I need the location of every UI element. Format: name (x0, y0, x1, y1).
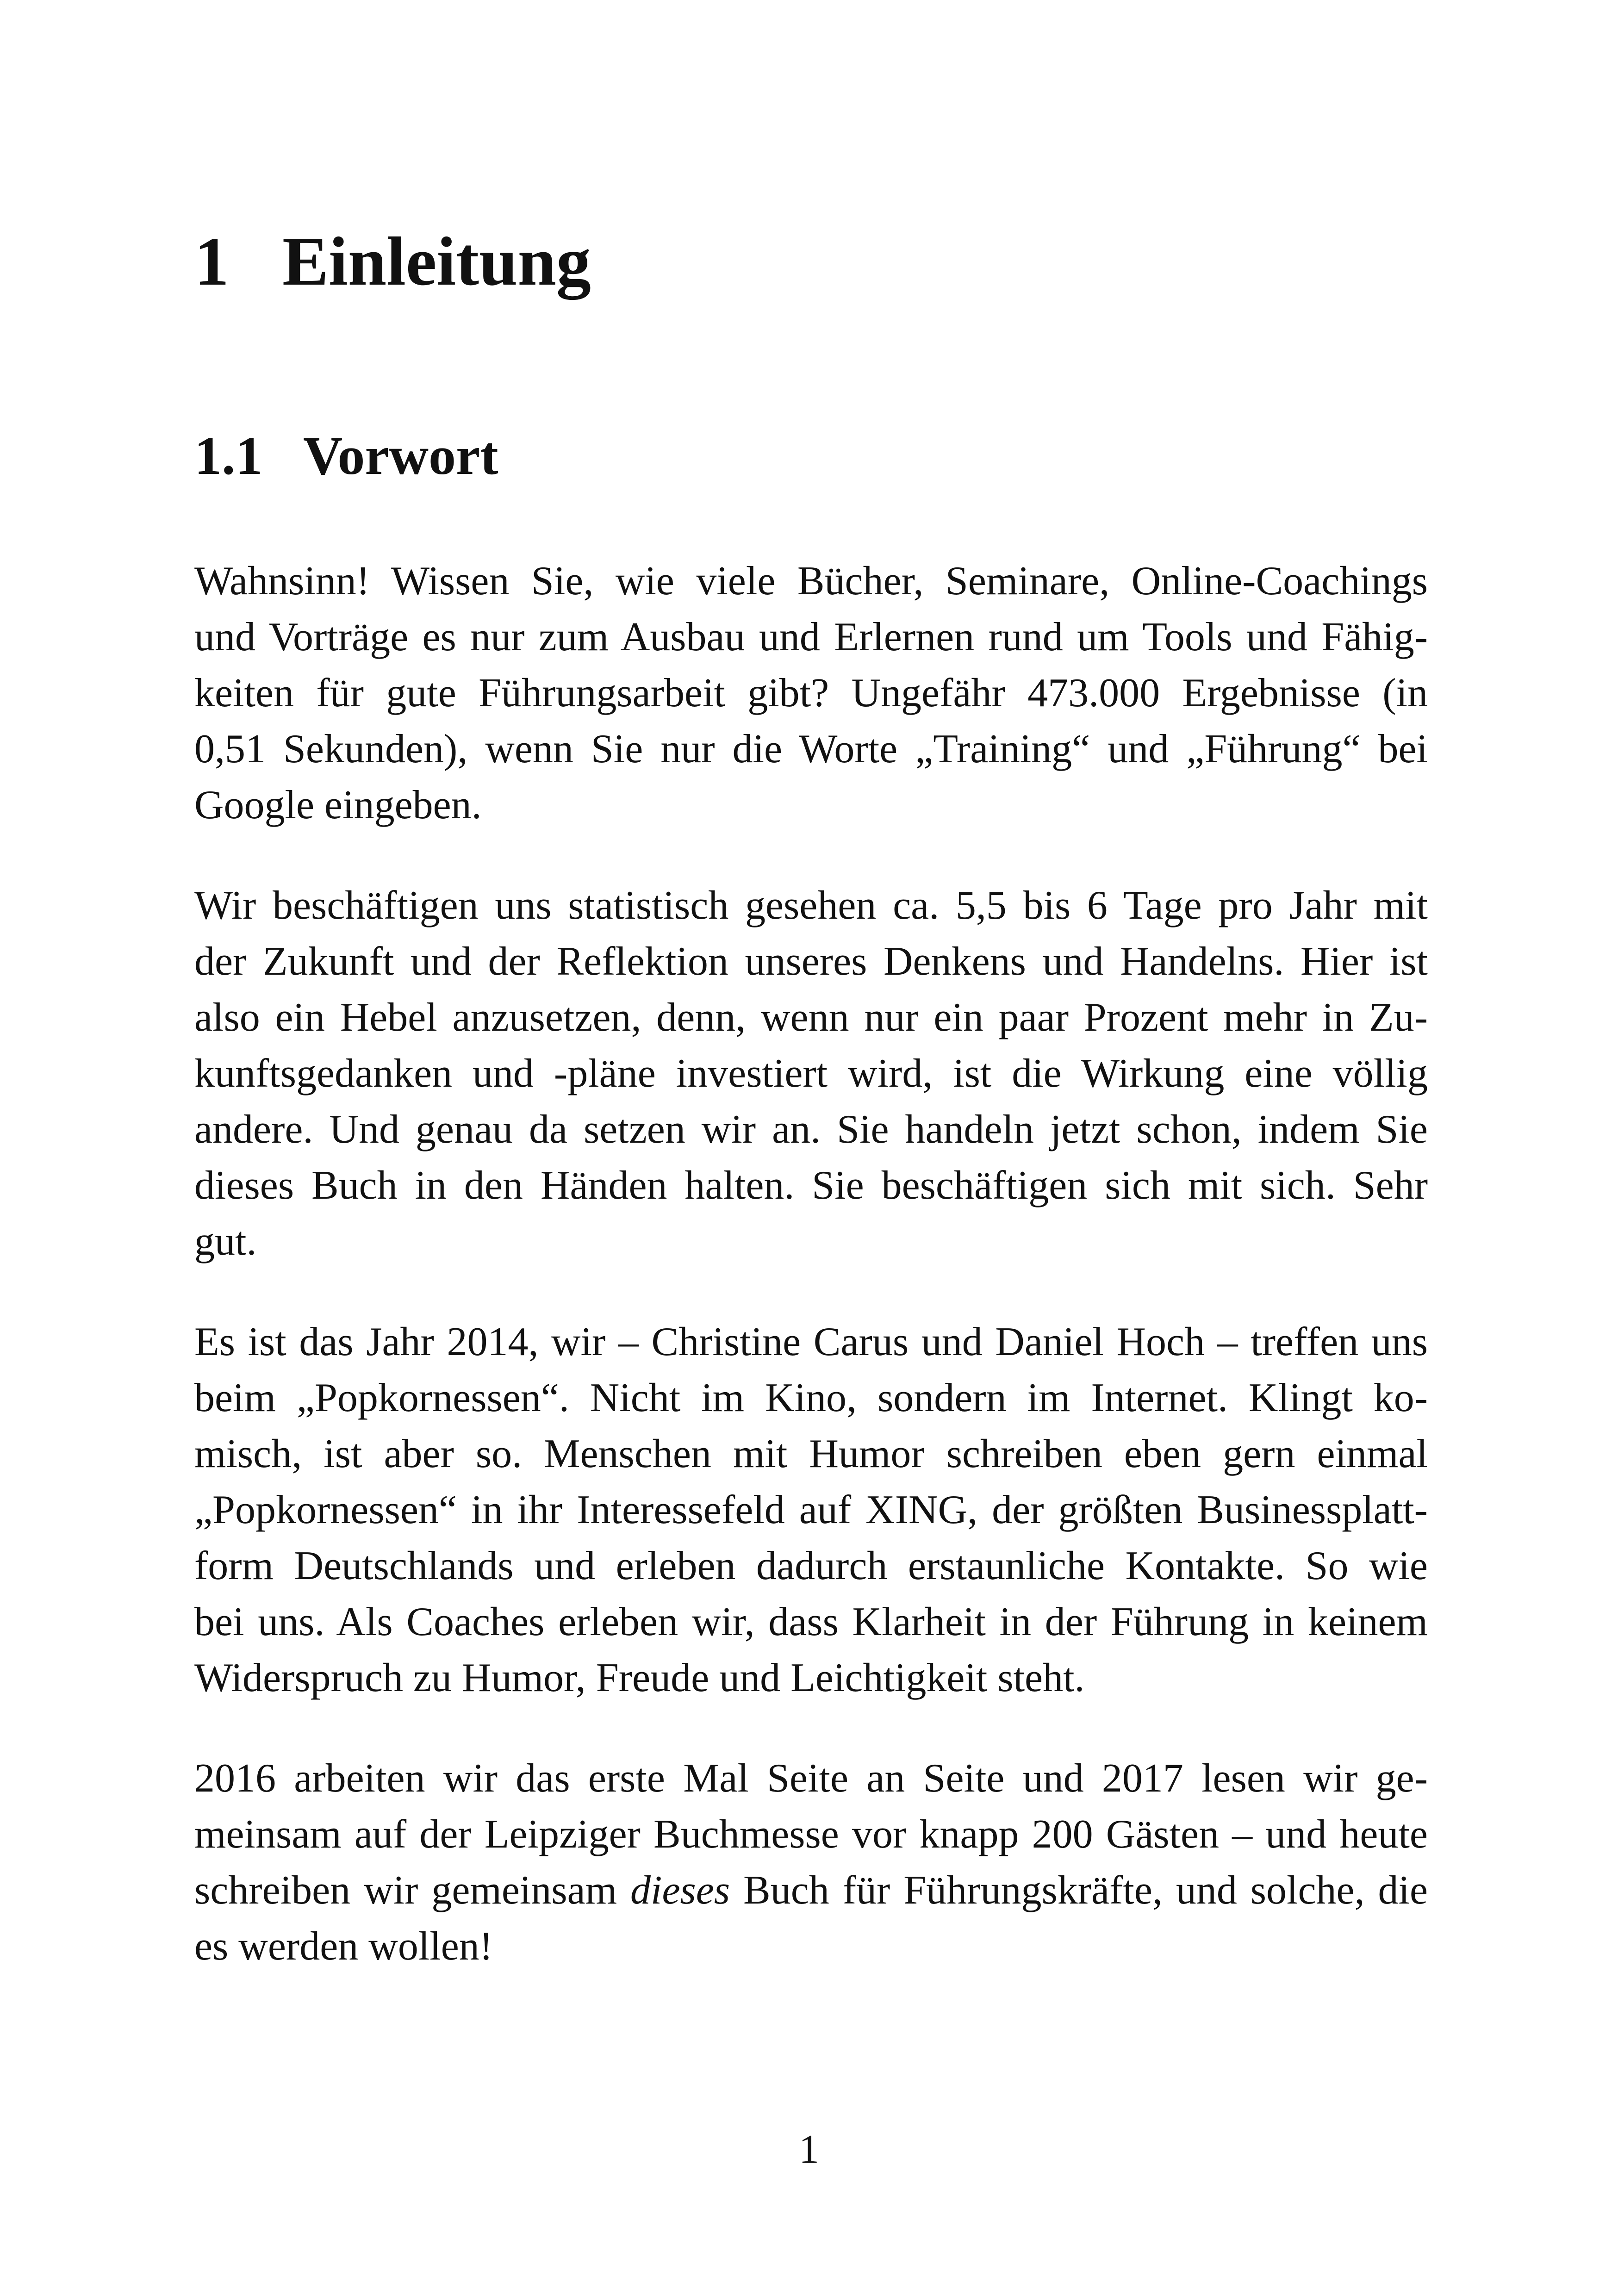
paragraph-4 (194, 1750, 1428, 1974)
text-line: beim „Popkornessen“. Nicht im Kino, sondern im Internet. Klingt ko- (194, 1375, 1428, 1420)
chapter-heading (194, 218, 1444, 305)
paragraph-1 (194, 553, 1428, 833)
chapter-title: Einleitung (282, 223, 591, 300)
section-title: Vorwort (303, 425, 498, 486)
text-line: meinsam auf der Leipziger Buchmesse vor knapp 200 Gästen – und heute (194, 1812, 1428, 1857)
text-line: 2016 arbeiten wir das erste Mal Seite an Seite und 2017 lesen wir ge- (194, 1756, 1428, 1801)
chapter-number: 1 (194, 223, 229, 300)
text-line: Es ist das Jahr 2014, wir – Christine Carus und Daniel Hoch – treffen uns (194, 1319, 1428, 1364)
emphasis-text: dieses (630, 1868, 730, 1913)
text-line: form Deutschlands und erleben dadurch erstaunliche Kontakte. So wie (194, 1543, 1428, 1588)
text-line: kunftsgedanken und -pläne investiert wird, ist die Wirkung eine völlig (194, 1051, 1428, 1096)
text-line: gut. (194, 1219, 257, 1264)
body-text (194, 553, 1428, 2019)
text-segment: schreiben wir gemeinsam (194, 1868, 631, 1913)
page-number: 1 (799, 2127, 819, 2172)
text-line: „Popkornessen“ in ihr Interessefeld auf XING, der größten Businessplatt- (194, 1487, 1428, 1532)
text-line: dieses Buch in den Händen halten. Sie beschäftigen sich mit sich. Sehr (194, 1163, 1428, 1208)
text-line: also ein Hebel anzusetzen, denn, wenn nur ein paar Prozent mehr in Zu- (194, 995, 1428, 1040)
text-line: und Vorträge es nur zum Ausbau und Erlernen rund um Tools und Fähig- (194, 615, 1428, 660)
text-line: keiten für gute Führungsarbeit gibt? Ungefähr 473.000 Ergebnisse (in (194, 671, 1428, 716)
text-line-with-emphasis (194, 1862, 1428, 1918)
text-line: andere. Und genau da setzen wir an. Sie handeln jetzt schon, indem Sie (194, 1107, 1428, 1152)
text-line: Wir beschäftigen uns statistisch gesehen ca. 5,5 bis 6 Tage pro Jahr mit (194, 883, 1428, 928)
text-line: Widerspruch zu Humor, Freude und Leichtigkeit steht. (194, 1655, 1085, 1700)
paragraph-3 (194, 1314, 1428, 1706)
paragraph-2 (194, 877, 1428, 1269)
text-line: bei uns. Als Coaches erleben wir, dass Klarheit in der Führung in keinem (194, 1599, 1428, 1644)
text-line: misch, ist aber so. Menschen mit Humor schreiben eben gern einmal (194, 1431, 1428, 1476)
text-line: Wahnsinn! Wissen Sie, wie viele Bücher, Seminare, Online-Coachings (194, 559, 1428, 604)
text-line: 0,51 Sekunden), wenn Sie nur die Worte „Training“ und „Führung“ bei (194, 727, 1428, 772)
text-segment: Buch für Führungskräfte, und solche, die (730, 1868, 1428, 1913)
text-line: es werden wollen! (194, 1924, 493, 1969)
text-line: der Zukunft und der Reflektion unseres Denkens und Handelns. Hier ist (194, 939, 1428, 984)
section-heading (194, 421, 1444, 491)
text-line: Google eingeben. (194, 783, 482, 828)
section-number: 1.1 (194, 425, 263, 486)
